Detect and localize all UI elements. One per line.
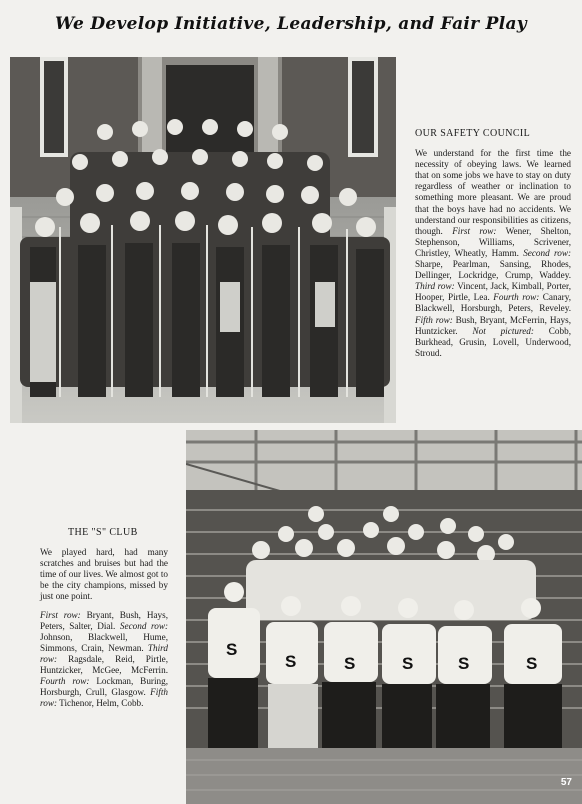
roster-names: Sharpe, Pearlman, Sansing, Rhodes, Dellinger, Lockridge, Crump, Waddey. (415, 259, 571, 281)
roster-label: Second row: (119, 620, 169, 631)
safety-council-intro: We understand for the first time the necessity of obeying laws. We learned that on some jobs we have to stay on duty regardless of weather or inclination to something more pleasant. We are proud that the boys have had no accidents. We understand our responsibilities as citizens, though. (415, 148, 571, 236)
roster-names: Tichenor, Helm, Cobb. (59, 698, 144, 709)
page-title: We Develop Initiative, Leadership, and Fair Play (55, 14, 527, 34)
roster-names: Bush, Bryant, McFerrin, Hays, Huntzicker. (415, 314, 571, 336)
safety-council-heading: OUR SAFETY COUNCIL (415, 128, 531, 139)
safety-council-caption (415, 128, 571, 366)
s-club-roster (40, 610, 168, 710)
roster-label: Fourth row: (40, 676, 90, 687)
sweater-letter: S (285, 652, 297, 671)
roster-names: Johnson, Blackwell, Hume, Simmons, Crain, Newman. (40, 631, 168, 653)
s-club-heading: THE "S" CLUB (68, 527, 138, 538)
roster-names: Wener, Shelton, Stephenson, Williams, Scrivener, Christley, Wheatly, Hamm. (415, 225, 572, 258)
safety-council-text (415, 148, 571, 359)
roster-label: Fourth row: (493, 292, 540, 303)
roster-label: First row: (452, 225, 497, 236)
roster-label: Third row: (40, 642, 169, 664)
page-number: 57 (560, 777, 572, 788)
roster-label: Fifth row: (40, 687, 169, 709)
roster-label: Second row: (523, 247, 572, 258)
roster-label: Third row: (415, 281, 455, 292)
sweater-letter: S (526, 654, 538, 673)
sweater-letter: S (402, 654, 414, 673)
roster-names: Canary, Blackwell, Horsburgh, Peters, Reveley. (415, 292, 572, 314)
sweater-letter: S (344, 654, 356, 673)
sweater-letter: S (226, 640, 238, 659)
roster-names: Vincent, Jack, Kimball, Porter, Hooper, Pirtle, Lea. (415, 281, 571, 303)
sweater-letter: S (458, 654, 470, 673)
s-club-photo (186, 430, 582, 804)
roster-label: Not pictured: (472, 325, 534, 336)
roster-names: Lockman, Buring, Horsburgh, Crull, Glasgow. (40, 676, 169, 698)
roster-names: Cobb, Burkhead, Grusin, Lovell, Underwood, Stroud. (415, 325, 572, 358)
s-club-caption (40, 527, 168, 716)
roster-label: First row: (40, 609, 81, 620)
roster-names: Bryant, Bush, Hays, Peters, Salter, Dial. (40, 609, 168, 631)
s-club-intro: We played hard, had many scratches and bruises but had the time of our lives. We almost got to be the city champions, missed by just one point. (40, 547, 168, 602)
safety-council-photo (10, 57, 396, 423)
roster-label: Fifth row: (415, 314, 453, 325)
roster-names: Ragsdale, Reid, Pirtle, Huntzicker, McGee, McFerrin. (40, 653, 169, 676)
